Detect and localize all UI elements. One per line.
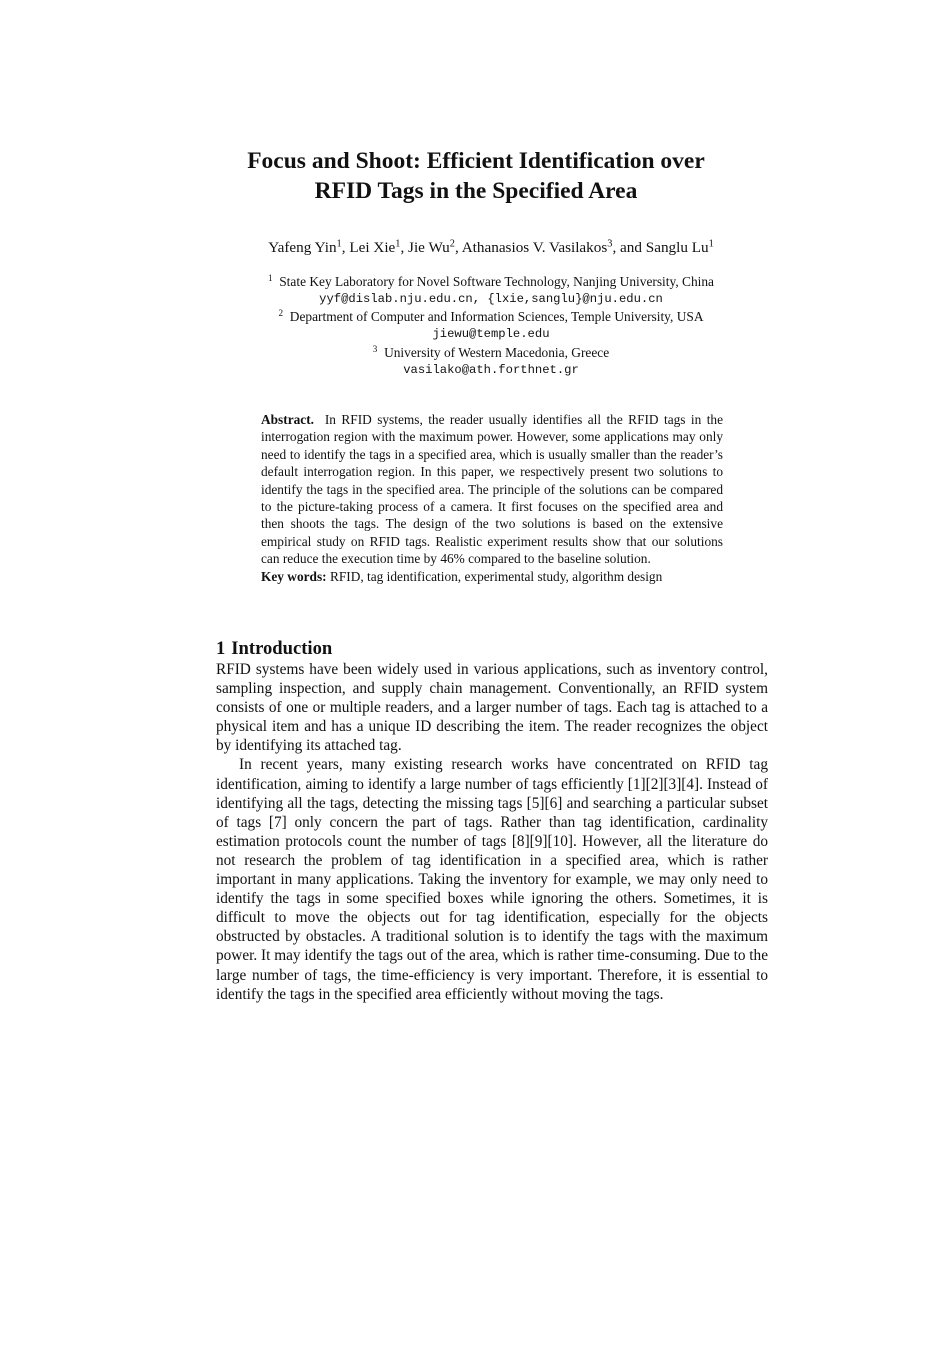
affiliation-number: 2 xyxy=(278,308,284,319)
affiliation-2-email[interactable]: jiewu@temple.edu xyxy=(432,327,550,342)
abstract-body xyxy=(261,411,723,568)
introduction-body xyxy=(216,660,768,1004)
author-affiliation-mark: 1 xyxy=(708,238,714,250)
author-separator: , xyxy=(400,239,409,256)
author-list xyxy=(0,238,952,258)
section-title: Introduction xyxy=(231,638,333,659)
author-separator: , xyxy=(454,239,462,256)
paragraph: In recent years, many existing research works have concentrated on RFID tag identification, aiming to identify a large number of tags efficiently [1][2][3][4]. Instead of identifying all the tags, detecting the missing tags [5][6] and searching a particular subset of tags [7] only concern the part of tags. Rather than tag identification, cardinality estimation protocols count the number of tags [8][9][10]. However, all the literature do not research the problem of tag identification in a specified area, which is rather important in many applications. Taking the inventory for example, we may only need to identify the tags in some specified boxes while ignoring the others. Sometimes, it is difficult to move the objects out for tag identification, especially for the objects obstructed by obstacles. A traditional solution is to identify the tags with the maximum power. It may identify the tags out of the area, which is rather time-consuming. Due to the large number of tags, the time-efficiency is very important. Therefore, it is essential to identify the tags in the specified area efficiently without moving the tags. xyxy=(216,756,768,1003)
affiliation-name: Department of Computer and Information Sciences, Temple University, USA xyxy=(289,309,704,325)
affiliation-number: 3 xyxy=(372,343,378,354)
abstract xyxy=(261,411,723,585)
keywords-text: RFID, tag identification, experimental study, algorithm design xyxy=(329,568,663,584)
author-affiliation-mark: 3 xyxy=(607,238,613,250)
affiliation-1-email[interactable]: yyf@dislab.nju.edu.cn, {lxie,sanglu}@nju.edu.cn xyxy=(319,291,663,306)
affiliations xyxy=(0,273,952,379)
author-name: Jie Wu xyxy=(408,239,450,256)
abstract-text: In RFID systems, the reader usually identifies all the RFID tags in the interrogation region with the maximum power. However, some applications may only need to identify the tags in a specified area, which is usually smaller than the reader’s default interrogation region. In this paper, we respectively present two solutions to identify the tags in the specified area. The principle of the solutions can be compared to the picture-taking process of a camera. It first focuses on the specified area and then shoots the tags. The design of the two solutions is based on the extensive empirical study on RFID tags. Realistic experiment results show that our solutions can reduce the execution time by 46% compared to the baseline solution. xyxy=(261,412,723,567)
keywords-label: Key words: xyxy=(261,568,327,584)
paper-title xyxy=(0,146,952,206)
affiliation-3-email[interactable]: vasilako@ath.forthnet.gr xyxy=(403,362,579,377)
affiliation-name: University of Western Macedonia, Greece xyxy=(384,344,610,360)
affiliation-number: 1 xyxy=(267,273,273,283)
author xyxy=(462,239,646,256)
author xyxy=(349,239,408,256)
section-heading-introduction xyxy=(216,638,332,660)
abstract-label: Abstract. xyxy=(261,412,314,427)
author-affiliation-mark: 2 xyxy=(449,238,455,250)
author xyxy=(646,239,714,256)
author-name: Sanglu Lu xyxy=(645,239,709,256)
author-separator: , xyxy=(341,239,350,256)
affiliation-2 xyxy=(0,308,952,326)
author-separator: , and xyxy=(612,239,646,256)
author-name: Athanasios V. Vasilakos xyxy=(461,239,608,256)
section-number: 1 xyxy=(216,638,226,659)
author-name: Lei Xie xyxy=(349,239,396,256)
author-affiliation-mark: 1 xyxy=(336,238,342,250)
paragraph: RFID systems have been widely used in various applications, such as inventory control, sampling inspection, and supply chain management. Conventionally, an RFID system consists of one or multiple readers, and a larger number of tags. Each tag is attached to a physical item and has a unique ID describing the item. The reader recognizes the object by identifying its attached tag. xyxy=(216,661,768,755)
author xyxy=(268,239,349,256)
author-affiliation-mark: 1 xyxy=(395,238,401,250)
title-line-1: Focus and Shoot: Efficient Identification over xyxy=(247,148,705,174)
affiliation-name: State Key Laboratory for Novel Software Technology, Nanjing University, China xyxy=(279,274,715,289)
author xyxy=(408,239,462,256)
affiliation-3 xyxy=(0,344,952,362)
keywords xyxy=(261,568,723,585)
affiliation-1 xyxy=(0,273,952,291)
author-name: Yafeng Yin xyxy=(268,239,337,256)
title-line-2: RFID Tags in the Specified Area xyxy=(314,178,638,204)
